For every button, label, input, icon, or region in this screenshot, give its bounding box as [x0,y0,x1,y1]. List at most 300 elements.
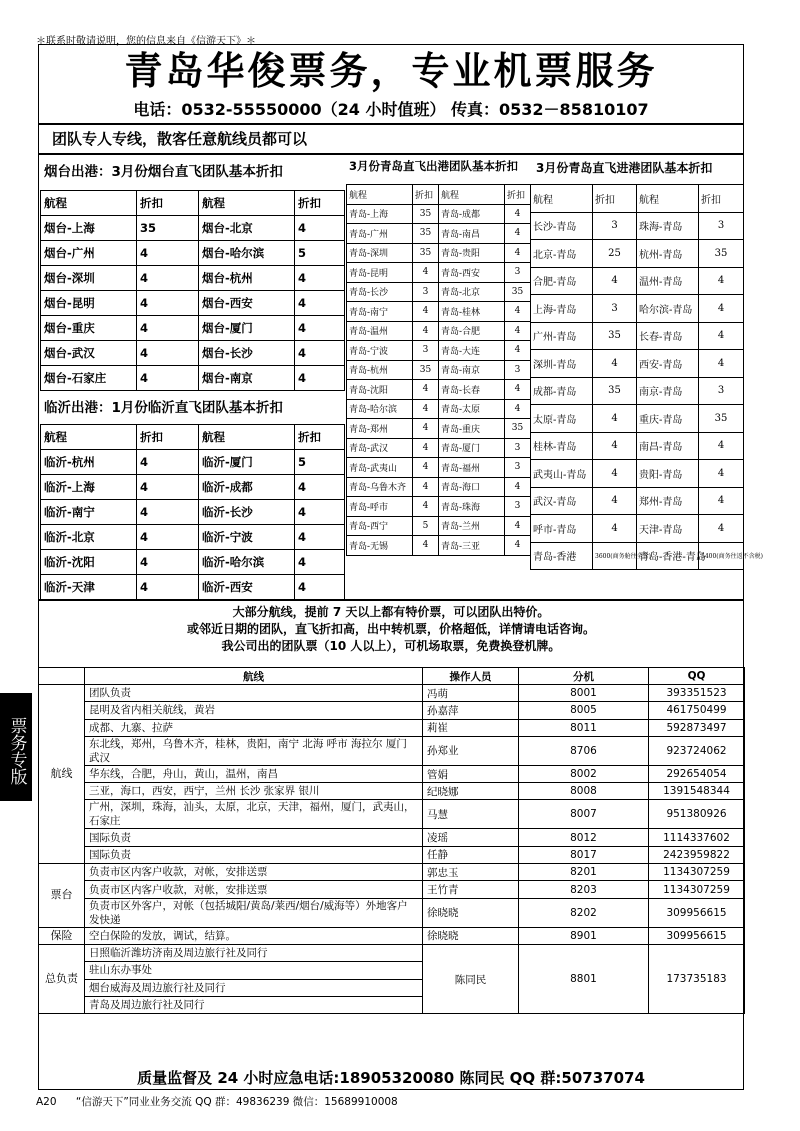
route-duty-cell: 负责市区内客户收款，对帐，安排送票 [85,864,423,881]
table-row [39,927,745,944]
route-cell: 青岛-贵阳 [439,243,505,263]
column-header [39,668,85,685]
table-row [39,829,745,846]
route-cell: 临沂-上海 [41,475,137,500]
route-cell: 青岛-杭州 [347,360,413,380]
discount-cell: 4 [137,550,199,575]
route-cell: 青岛-南昌 [439,224,505,244]
column-header: 折扣 [137,425,199,450]
table-row [39,846,745,863]
divider [38,599,744,601]
route-cell: 青岛-郑州 [347,419,413,439]
route-cell: 武汉-青岛 [531,487,593,515]
route-cell: 临沂-天津 [41,575,137,600]
discount-cell: 4 [505,321,531,341]
discount-cell: 4 [295,366,345,391]
yantai-section-title: 烟台出港：3月份烟台直飞团队基本折扣 [44,164,283,180]
column-header: 分机 [519,668,649,685]
discount-cell: 4 [699,322,744,350]
extension-cell: 8001 [519,685,649,702]
column-header: 折扣 [593,185,637,213]
discount-cell: 3 [699,377,744,405]
table-row [347,419,531,439]
route-cell: 青岛-南宁 [347,302,413,322]
discount-cell: 4 [699,515,744,543]
qq-cell: 292654054 [649,765,745,782]
route-cell: 烟台-长沙 [199,341,295,366]
table-row [531,487,744,515]
discount-cell: 4 [593,432,637,460]
table-header [531,185,744,213]
discount-cell: 4 [505,204,531,224]
discount-cell: 3 [505,360,531,380]
table-row [347,477,531,497]
table-row [531,405,744,433]
extension-cell: 8706 [519,736,649,765]
extension-cell: 8011 [519,719,649,736]
discount-cell: 3 [505,263,531,283]
discount-cell: 4 [295,316,345,341]
route-cell: 青岛-哈尔滨 [347,399,413,419]
table-row [347,458,531,478]
discount-cell: 3 [505,497,531,517]
route-cell: 桂林-青岛 [531,432,593,460]
table-row [531,240,744,268]
qq-cell: 951380926 [649,800,745,829]
discount-cell: 4 [699,350,744,378]
table-row [41,500,345,525]
column-header: 航程 [439,185,505,205]
qq-cell: 1134307259 [649,881,745,898]
table-row [347,321,531,341]
discount-cell: 4 [295,475,345,500]
route-duty-cell: 东北线，郑州，乌鲁木齐，桂林，贵阳，南宁 北海 呼市 海拉尔 厦门 武汉 [85,736,423,765]
operator-cell: 任静 [423,846,519,863]
route-cell: 青岛-温州 [347,321,413,341]
table-row [347,224,531,244]
table-header [347,185,531,205]
discount-cell: 4 [137,525,199,550]
route-cell: 广州-青岛 [531,322,593,350]
discount-cell: 4 [137,241,199,266]
route-cell: 温州-青岛 [637,267,699,295]
route-duty-cell: 成都、九寨、拉萨 [85,719,423,736]
contact-phone-fax: 电话：0532-55550000（24 小时值班） 传真：0532－85810107 [133,100,649,119]
table-row [531,542,744,570]
discount-cell: 4 [137,291,199,316]
discount-cell: 4 [295,341,345,366]
discount-cell: 4 [413,419,439,439]
table-row [347,497,531,517]
page-number: A20 [36,1096,57,1108]
discount-cell: 4 [699,487,744,515]
discount-cell: 35 [413,360,439,380]
extension-cell: 8002 [519,765,649,782]
column-header: 折扣 [295,191,345,216]
discount-cell: 4 [413,399,439,419]
route-cell: 烟台-广州 [41,241,137,266]
qq-cell: 2423959822 [649,846,745,863]
route-cell: 临沂-宁波 [199,525,295,550]
qq-cell: 592873497 [649,719,745,736]
table-row [347,263,531,283]
discount-cell: 4 [295,291,345,316]
table-row [41,525,345,550]
route-cell: 青岛-桂林 [439,302,505,322]
discount-cell: 3 [505,438,531,458]
table-row [39,864,745,881]
category-cell: 航线 [39,685,85,864]
column-header: 操作人员 [423,668,519,685]
table-row [41,475,345,500]
table-row [39,898,745,927]
route-cell: 青岛-广州 [347,224,413,244]
route-cell: 南京-青岛 [637,377,699,405]
qingdao-inbound-title: 3月份青岛直飞进港团队基本折扣 [536,161,713,175]
operator-cell: 管娟 [423,765,519,782]
column-header: 航线 [85,668,423,685]
discount-cell: 25 [593,240,637,268]
route-cell: 临沂-厦门 [199,450,295,475]
route-cell: 烟台-昆明 [41,291,137,316]
route-duty-cell: 广州，深圳，珠海，汕头，太原，北京，天津，福州，厦门，武夷山，石家庄 [85,800,423,829]
extension-cell: 8005 [519,702,649,719]
column-header: 航程 [41,191,137,216]
route-cell: 青岛-深圳 [347,243,413,263]
linyi-section-title: 临沂出港：1月份临沂直飞团队基本折扣 [44,400,283,416]
discount-cell: 4 [593,405,637,433]
table-row [347,282,531,302]
route-cell: 青岛-福州 [439,458,505,478]
column-header: 折扣 [413,185,439,205]
discount-cell: 4 [699,267,744,295]
qq-cell: 393351523 [649,685,745,702]
table-row [39,765,745,782]
operator-cell: 冯萌 [423,685,519,702]
route-cell: 青岛-上海 [347,204,413,224]
route-cell: 烟台-北京 [199,216,295,241]
discount-cell: 4 [505,243,531,263]
discount-cell: 4 [137,500,199,525]
footer-contact: “信游天下”同业业务交流 QQ 群：49836239 微信：15689910008 [75,1096,398,1108]
route-cell: 长春-青岛 [637,322,699,350]
extension-cell: 8901 [519,927,649,944]
route-cell: 青岛-太原 [439,399,505,419]
route-duty-cell: 三亚，海口，西安，西宁，兰州 长沙 张家界 银川 [85,783,423,800]
operator-cell: 徐晓晓 [423,898,519,927]
column-header: 航程 [347,185,413,205]
route-cell: 青岛-南京 [439,360,505,380]
route-cell: 烟台-石家庄 [41,366,137,391]
discount-cell: 3 [413,282,439,302]
route-cell: 青岛-成都 [439,204,505,224]
route-cell: 青岛-三亚 [439,536,505,556]
operator-cell: 纪晓娜 [423,783,519,800]
route-cell: 成都-青岛 [531,377,593,405]
route-cell: 青岛-重庆 [439,419,505,439]
route-cell: 烟台-重庆 [41,316,137,341]
discount-cell: 5 [295,450,345,475]
route-cell: 上海-青岛 [531,295,593,323]
route-cell: 武夷山-青岛 [531,460,593,488]
page-title: 青岛华俊票务，专业机票服务 [124,48,658,93]
route-cell: 临沂-杭州 [41,450,137,475]
discount-cell: 4 [413,497,439,517]
route-duty-cell: 驻山东办事处 [85,962,423,979]
route-duty-cell: 烟台威海及周边旅行社及同行 [85,979,423,996]
route-cell: 太原-青岛 [531,405,593,433]
discount-cell: 4 [137,316,199,341]
table-row [531,460,744,488]
discount-cell: 5 [295,241,345,266]
discount-cell: 4 [295,575,345,600]
discount-cell: 35 [699,240,744,268]
table-row [347,399,531,419]
discount-cell: 35 [505,282,531,302]
route-cell: 合肥-青岛 [531,267,593,295]
column-header: 航程 [41,425,137,450]
table-row [41,575,345,600]
qingdao-inbound-table [530,184,763,570]
footer [36,1094,398,1109]
operator-cell: 莉崔 [423,719,519,736]
qq-cell: 309956615 [649,898,745,927]
category-cell: 总负责 [39,944,85,1013]
extension-cell: 8203 [519,881,649,898]
discount-cell: 4 [413,380,439,400]
discount-cell: 4 [593,460,637,488]
discount-cell: 4 [593,515,637,543]
table-row [41,341,345,366]
route-duty-cell: 昆明及省内相关航线，黄岩 [85,702,423,719]
discount-cell: 4 [699,432,744,460]
operator-cell: 孙郑业 [423,736,519,765]
table-row [39,783,745,800]
table-row [39,944,745,961]
qq-cell: 173735183 [649,944,745,1013]
route-cell: 青岛-昆明 [347,263,413,283]
discount-cell: 4 [413,263,439,283]
staff-contact-table [38,667,745,1014]
route-cell: 哈尔滨-青岛 [637,295,699,323]
note-line-3: 我公司出的团队票（10 人以上），可机场取票，免费换登机牌。 [221,639,561,653]
route-cell: 临沂-西安 [199,575,295,600]
column-header: 航程 [199,191,295,216]
route-cell: 烟台-深圳 [41,266,137,291]
route-cell: 临沂-北京 [41,525,137,550]
qq-cell: 923724062 [649,736,745,765]
route-cell: 临沂-哈尔滨 [199,550,295,575]
table-row [347,438,531,458]
discount-cell: 4 [593,350,637,378]
service-banner: 团队专人专线，散客任意航线员都可以 [52,130,308,148]
table-row [531,212,744,240]
table-row [347,243,531,263]
extension-cell: 8202 [519,898,649,927]
table-row [41,241,345,266]
table-row [347,536,531,556]
table-row [39,719,745,736]
discount-cell: 4 [505,399,531,419]
operator-cell: 郭忠玉 [423,864,519,881]
discount-cell: 3 [413,341,439,361]
discount-cell: 35 [593,377,637,405]
route-cell: 青岛-武夷山 [347,458,413,478]
operator-cell: 凌瑶 [423,829,519,846]
route-cell: 北京-青岛 [531,240,593,268]
table-row [531,350,744,378]
route-cell: 烟台-西安 [199,291,295,316]
route-duty-cell: 团队负责 [85,685,423,702]
route-cell: 临沂-成都 [199,475,295,500]
qq-cell: 1134307259 [649,864,745,881]
table-row [39,685,745,702]
discount-cell: 4 [505,477,531,497]
route-cell: 烟台-上海 [41,216,137,241]
extension-cell: 8201 [519,864,649,881]
route-cell: 深圳-青岛 [531,350,593,378]
route-cell: 青岛-西安 [439,263,505,283]
column-header: 折扣 [137,191,199,216]
table-row [41,366,345,391]
route-cell: 珠海-青岛 [637,212,699,240]
route-cell: 临沂-沈阳 [41,550,137,575]
table-row [531,432,744,460]
table-row [39,881,745,898]
route-cell: 青岛-呼市 [347,497,413,517]
linyi-discount-table [40,424,345,600]
route-cell: 贵阳-青岛 [637,460,699,488]
discount-cell: 3 [505,458,531,478]
discount-cell: 3 [593,295,637,323]
operator-cell: 王竹青 [423,881,519,898]
route-cell: 青岛-珠海 [439,497,505,517]
price-cell: 5400(商务往返不含税) [699,542,744,570]
table-row [531,267,744,295]
route-cell: 烟台-厦门 [199,316,295,341]
route-cell: 南昌-青岛 [637,432,699,460]
extension-cell: 8007 [519,800,649,829]
yantai-discount-table [40,190,345,391]
column-header: 航程 [199,425,295,450]
route-duty-cell: 国际负责 [85,846,423,863]
table-row [39,736,745,765]
route-cell: 青岛-乌鲁木齐 [347,477,413,497]
column-header: 航程 [637,185,699,213]
discount-cell: 4 [295,525,345,550]
discount-cell: 4 [137,266,199,291]
discount-cell: 4 [699,460,744,488]
route-duty-cell: 负责市区内客户收款，对帐，安排送票 [85,881,423,898]
discount-cell: 4 [505,516,531,536]
table-row [347,380,531,400]
discount-cell: 35 [413,224,439,244]
operator-cell: 马慧 [423,800,519,829]
table-row [531,377,744,405]
discount-cell: 35 [505,419,531,439]
discount-cell: 4 [413,438,439,458]
table-row [531,295,744,323]
discount-cell: 4 [413,321,439,341]
operator-cell: 徐晓晓 [423,927,519,944]
note-line-2: 或邻近日期的团队，直飞折扣高，出中转机票，价格超低，详情请电话咨询。 [186,622,595,636]
route-cell: 天津-青岛 [637,515,699,543]
route-cell: 青岛-合肥 [439,321,505,341]
discount-cell: 4 [137,475,199,500]
discount-cell: 4 [593,267,637,295]
extension-cell: 8017 [519,846,649,863]
table-row [41,450,345,475]
source-note: ＊联系时敬请说明，您的信息来自《信游天下》＊ [36,36,256,47]
operator-cell: 陈同民 [423,944,519,1013]
table-row [347,302,531,322]
table-row [347,516,531,536]
discount-cell: 4 [413,536,439,556]
table-row [41,291,345,316]
route-cell: 青岛-北京 [439,282,505,302]
route-cell: 青岛-西宁 [347,516,413,536]
section-side-tab: 票务专版 [0,693,32,801]
table-row [41,216,345,241]
extension-cell: 8008 [519,783,649,800]
discount-cell: 4 [505,224,531,244]
route-cell: 重庆-青岛 [637,405,699,433]
route-cell: 烟台-哈尔滨 [199,241,295,266]
discount-cell: 4 [137,366,199,391]
table-row [347,341,531,361]
discount-cell: 35 [413,243,439,263]
table-row [39,702,745,719]
table-row [39,800,745,829]
route-cell: 青岛-香港-青岛 [637,542,699,570]
table-row [41,316,345,341]
discount-cell: 4 [137,450,199,475]
discount-cell: 4 [505,380,531,400]
discount-cell: 4 [413,458,439,478]
divider [38,123,744,125]
discount-cell: 4 [137,341,199,366]
category-cell: 票台 [39,864,85,928]
route-cell: 青岛-武汉 [347,438,413,458]
quality-hotline: 质量监督及 24 小时应急电话:18905320080 陈同民 QQ 群:50737074 [137,1069,645,1087]
qq-cell: 1114337602 [649,829,745,846]
column-header: QQ [649,668,745,685]
route-cell: 西安-青岛 [637,350,699,378]
table-header [41,425,345,450]
discount-cell: 4 [413,477,439,497]
column-header: 折扣 [699,185,744,213]
route-cell: 长沙-青岛 [531,212,593,240]
route-duty-cell: 国际负责 [85,829,423,846]
route-duty-cell: 空白保险的发放，调试，结算。 [85,927,423,944]
discount-cell: 4 [699,295,744,323]
price-cell: 3600(商务舱往全含) [593,542,637,570]
route-cell: 青岛-无锡 [347,536,413,556]
discount-cell: 35 [699,405,744,433]
route-cell: 临沂-南宁 [41,500,137,525]
qq-cell: 309956615 [649,927,745,944]
table-row [41,550,345,575]
column-header: 折扣 [295,425,345,450]
discount-cell: 3 [699,212,744,240]
discount-cell: 5 [413,516,439,536]
qq-cell: 461750499 [649,702,745,719]
route-cell: 青岛-长沙 [347,282,413,302]
discount-cell: 35 [137,216,199,241]
route-duty-cell: 华东线，合肥，舟山，黄山，温州，南昌 [85,765,423,782]
category-cell: 保险 [39,927,85,944]
discount-cell: 3 [593,212,637,240]
